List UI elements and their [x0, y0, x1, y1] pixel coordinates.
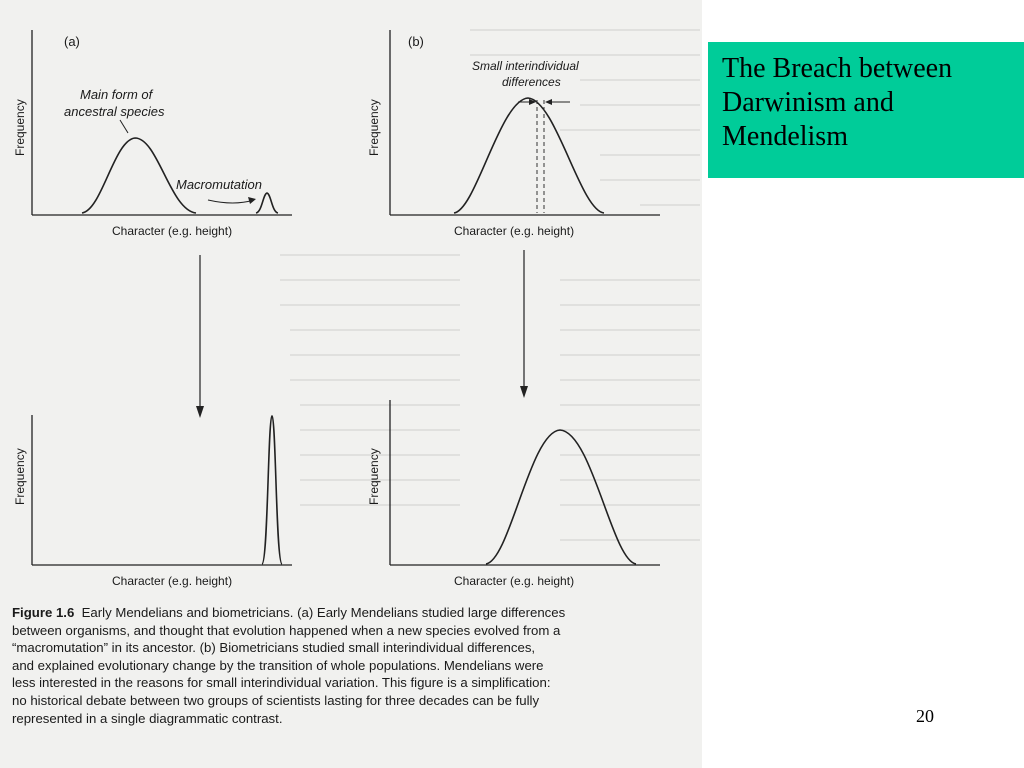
- caption-line-4: and explained evolutionary change by the transition of whole populations. Mendelians were: [12, 657, 544, 673]
- slide-title-line-2: Darwinism and: [722, 87, 894, 118]
- panel-b-down-arrowhead: [520, 386, 528, 398]
- caption-line-6: no historical debate between two groups of scientists lasting for three decades can be fully: [12, 692, 540, 708]
- ancestral-distribution-curve: [82, 138, 196, 213]
- population-distribution-curve: [454, 98, 604, 213]
- panel-a-top: [13, 30, 292, 238]
- panel-a-bottom-x-label: Character (e.g. height): [112, 574, 233, 588]
- slide-title-line-3: Mendelism: [722, 121, 848, 152]
- small-differences-annotation-line1: Small interindividual: [472, 59, 579, 73]
- caption-text-line-1: Early Mendelians and biometricians. (a) Early Mendelians studied large differences: [81, 605, 566, 620]
- macromutation-arrow: [208, 200, 254, 203]
- macromutant-curve: [256, 193, 278, 213]
- panel-b-top-y-label: Frequency: [367, 99, 381, 156]
- bleed-through-texture: [280, 30, 700, 540]
- new-species-curve: [262, 416, 282, 564]
- slide-title-box: [708, 42, 1024, 178]
- caption-figure-number: Figure 1.6: [12, 605, 75, 620]
- panel-a-label: (a): [64, 34, 80, 49]
- main-form-annotation-line2: ancestral species: [64, 104, 165, 119]
- figure-caption: [12, 604, 702, 727]
- macromutation-annotation: Macromutation: [176, 177, 262, 192]
- slide-title-line-1: The Breach between: [722, 53, 953, 84]
- panel-b-top: [367, 30, 660, 238]
- panel-b-bottom-x-label: Character (e.g. height): [454, 574, 575, 588]
- panel-b-bottom-y-label: Frequency: [367, 448, 381, 505]
- panel-a-bottom-y-label: Frequency: [13, 448, 27, 505]
- shifted-population-curve: [486, 430, 636, 564]
- transition-arrows: [196, 250, 528, 418]
- panel-b-top-x-label: Character (e.g. height): [454, 224, 575, 238]
- small-differences-annotation-line2: differences: [502, 75, 561, 89]
- slide-page-number: 20: [916, 706, 934, 726]
- panel-a-top-y-label: Frequency: [13, 99, 27, 156]
- macromutation-arrowhead: [248, 197, 256, 204]
- difference-arrowhead-right: [545, 99, 552, 105]
- panel-b-bottom: [367, 400, 660, 588]
- main-form-annotation-line1: Main form of: [80, 87, 153, 102]
- main-form-pointer: [120, 120, 128, 133]
- caption-line-1: [12, 604, 702, 622]
- caption-line-7: represented in a single diagrammatic contrast.: [12, 710, 283, 726]
- panel-a-bottom: [13, 415, 292, 588]
- panel-a-top-x-label: Character (e.g. height): [112, 224, 233, 238]
- panel-a-down-arrowhead: [196, 406, 204, 418]
- caption-line-2: between organisms, and thought that evolution happened when a new species evolved from a: [12, 622, 561, 638]
- panel-b-label: (b): [408, 34, 424, 49]
- caption-line-5: less interested in the reasons for small interindividual variation. This figure is a simplification:: [12, 675, 551, 691]
- caption-line-3: “macromutation” in its ancestor. (b) Biometricians studied small interindividual differences,: [12, 640, 536, 656]
